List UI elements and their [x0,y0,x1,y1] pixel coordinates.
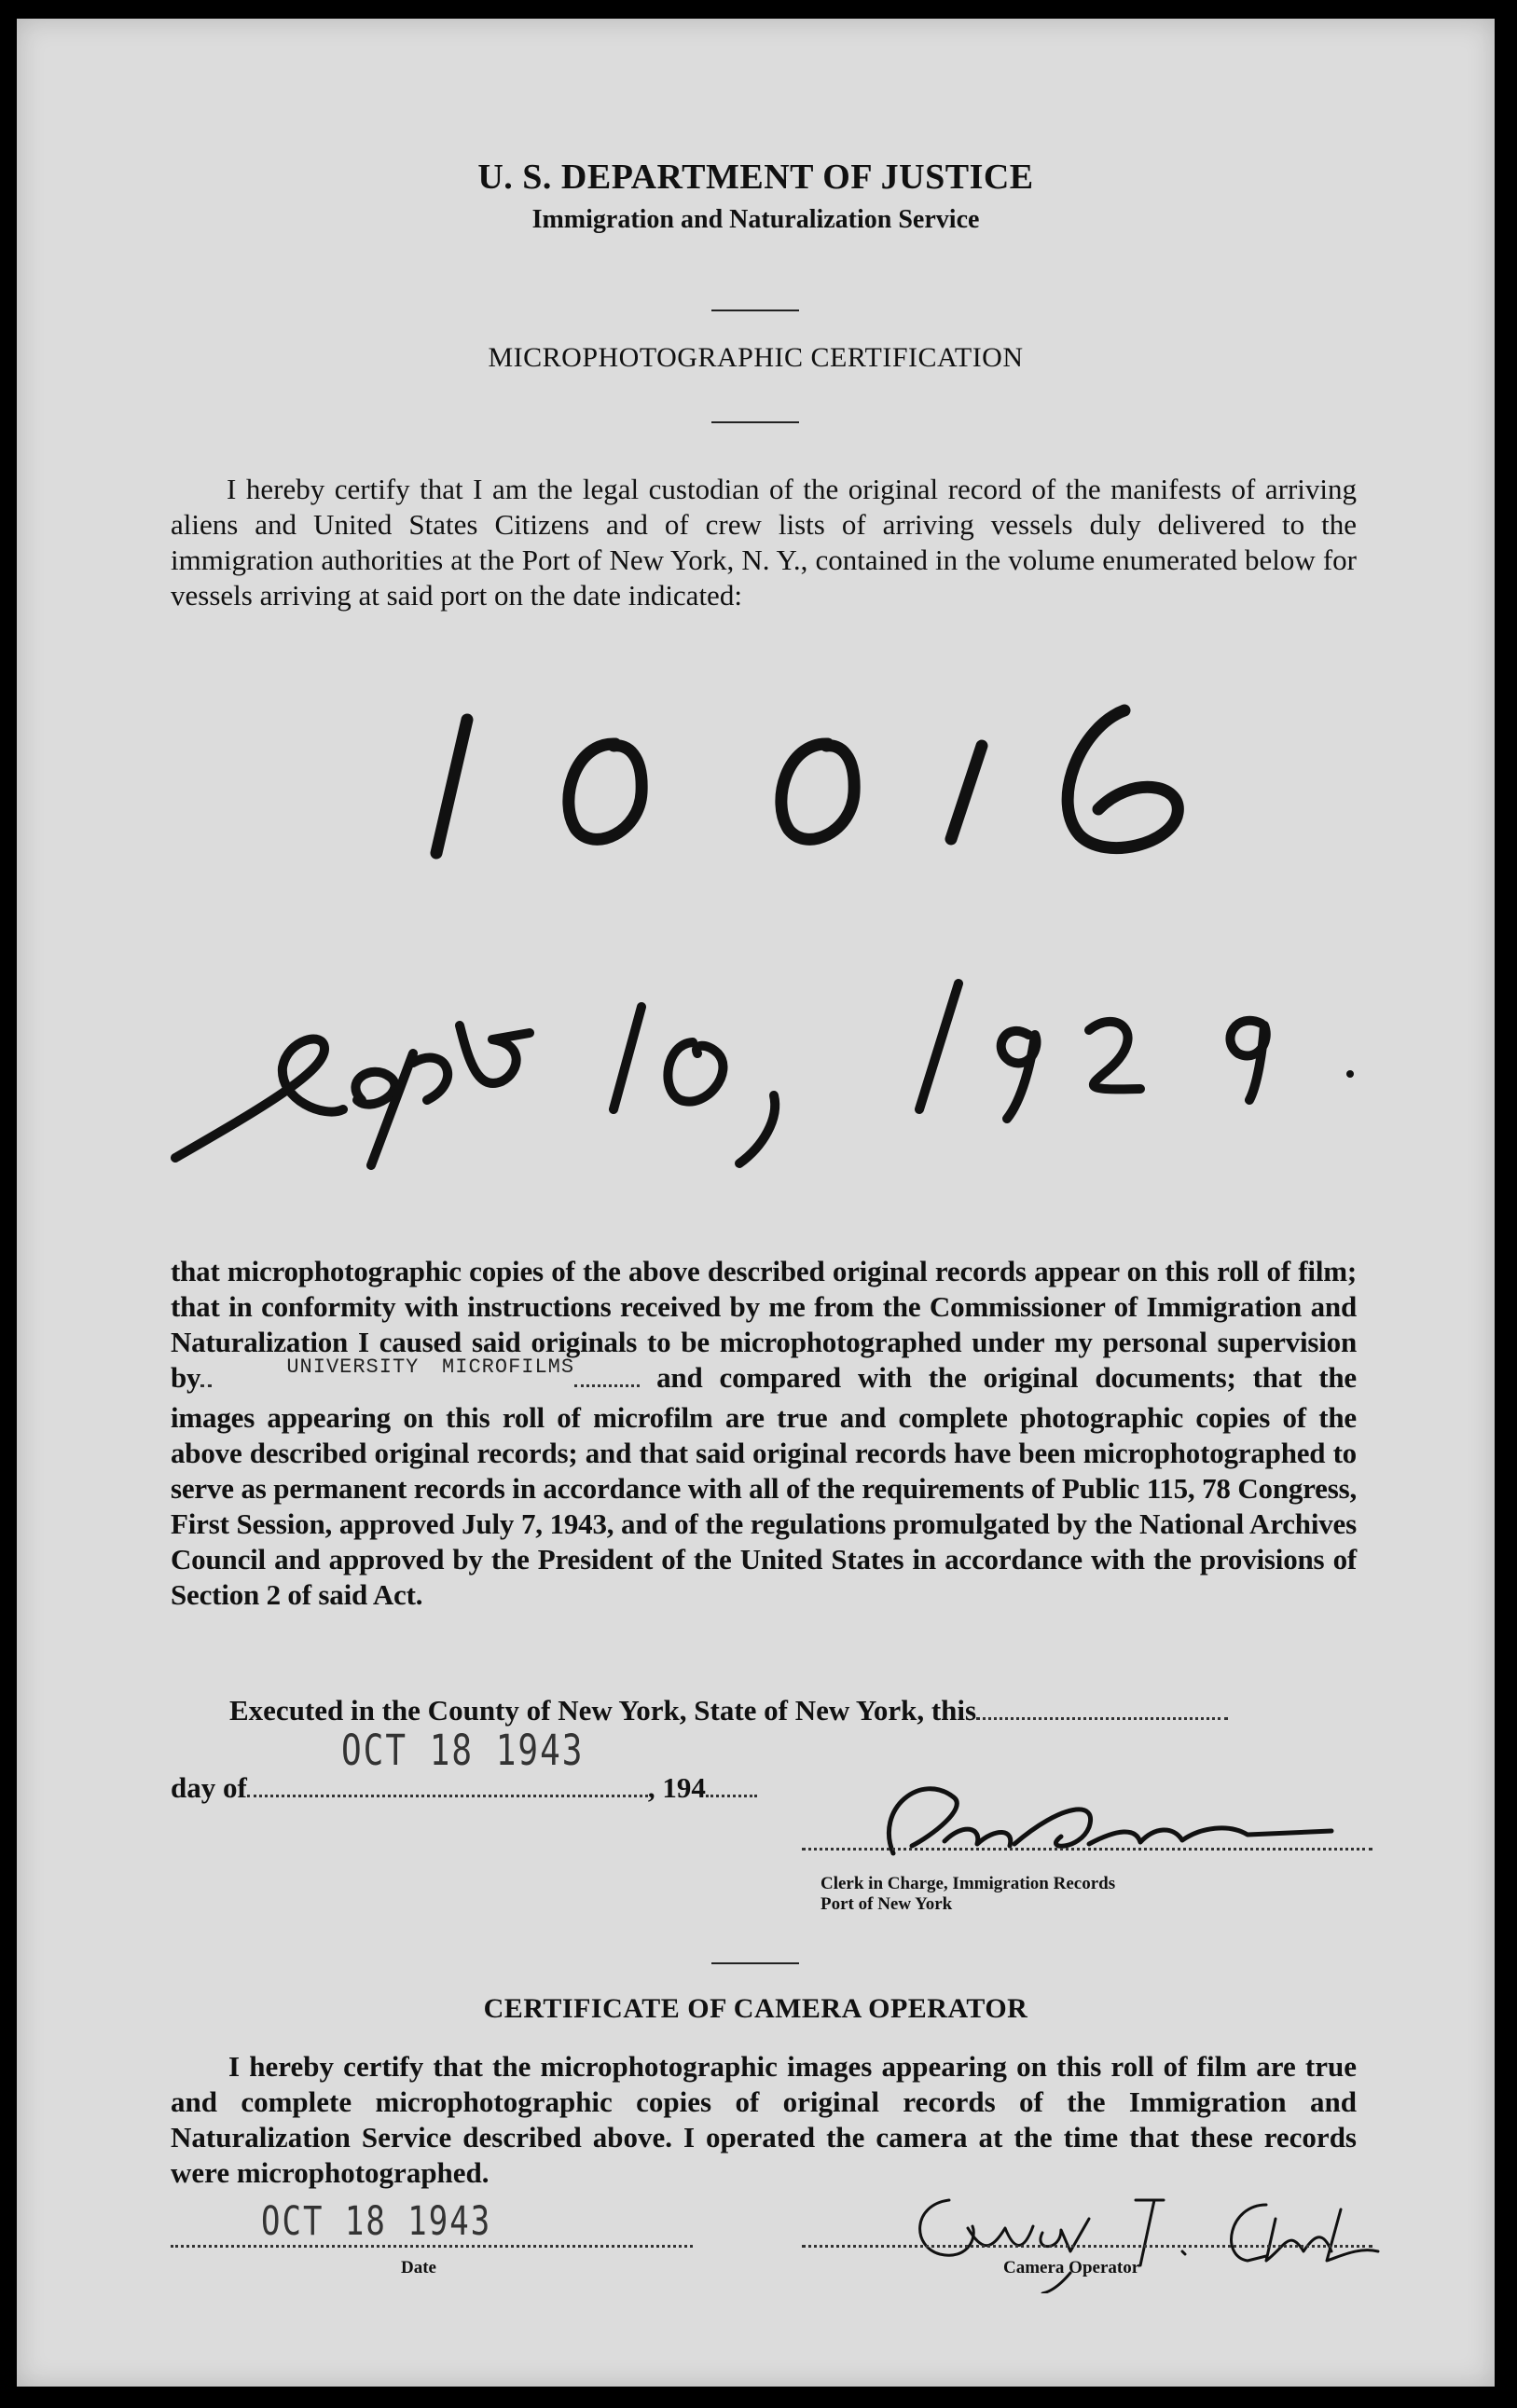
camera-operator-text: I hereby certify that the microphotographic images appearing on this roll of film are true and complete microphotographic copies of original records of the Immigration and Naturalization Service described above. I operated the camera at the time that these records were microphotographed. [171,2050,1357,2189]
divider [711,1962,799,1964]
executed-line [229,1694,1228,1727]
camera-operator-title: CERTIFICATE OF CAMERA OPERATOR [483,1993,1028,2024]
camera-operator-line [802,2245,1372,2248]
handwritten-arrival-date [17,19,1495,1231]
clerk-title: Clerk in Charge, Immigration Records [821,1874,1116,1893]
year-prefix: , 194 [647,1771,706,1804]
date-label: Date [401,2258,436,2277]
certification-title: MICROPHOTOGRAPHIC CERTIFICATION [488,342,1024,373]
date-line [171,2245,693,2248]
filmed-by: UNIVERSITY MICROFILMS [286,1355,575,1379]
clerk-signature [781,1771,1359,1874]
day-of-label: day of [171,1771,247,1804]
executed-text: Executed in the County of New York, State of New York, this [229,1694,977,1727]
day-of-line [171,1771,757,1805]
service-subtitle: Immigration and Naturalization Service [531,205,980,234]
body-part2: and compared with the original documents; that the images appearing on this roll of microfilm are true and complete photographic copies of the above described original records; and that said original records have been microphotographed to serve as permanent records in accordance with all of the requirements of Public 115, 78 Congress, First Session, approved July 7, 1943, and of the regulations promulgated by the National Archives Council and approved by the President of the United States in accordance with the provisions of Section 2 of said Act. [171,1361,1357,1611]
certificate-sheet [17,19,1495,2387]
intro-text: I hereby certify that I am the legal custodian of the original record of the manifests of arriving aliens and United States Citizens and of crew lists of arriving vessels duly delivered to the immigration authorities at the Port of New York, N. Y., contained in the volume enumerated below for vessels arriving at said port on the date indicated: [171,473,1357,612]
clerk-signature-line [802,1848,1372,1851]
clerk-location: Port of New York [821,1894,953,1914]
execution-date-stamp: OCT 18 1943 [341,1727,585,1776]
camera-date-stamp: OCT 18 1943 [261,2198,492,2245]
certification-body [171,1254,1357,1613]
camera-operator-label: Camera Operator [1003,2258,1140,2277]
agency-title: U. S. DEPARTMENT OF JUSTICE [477,158,1034,197]
body-part1: that microphotographic copies of the above described original records appear on this roll of film; that in conformity with instructions received by me from the Commissioner of Immigration and Naturalization I caused said originals to be microphotographed under my personal supervision by [171,1255,1357,1394]
